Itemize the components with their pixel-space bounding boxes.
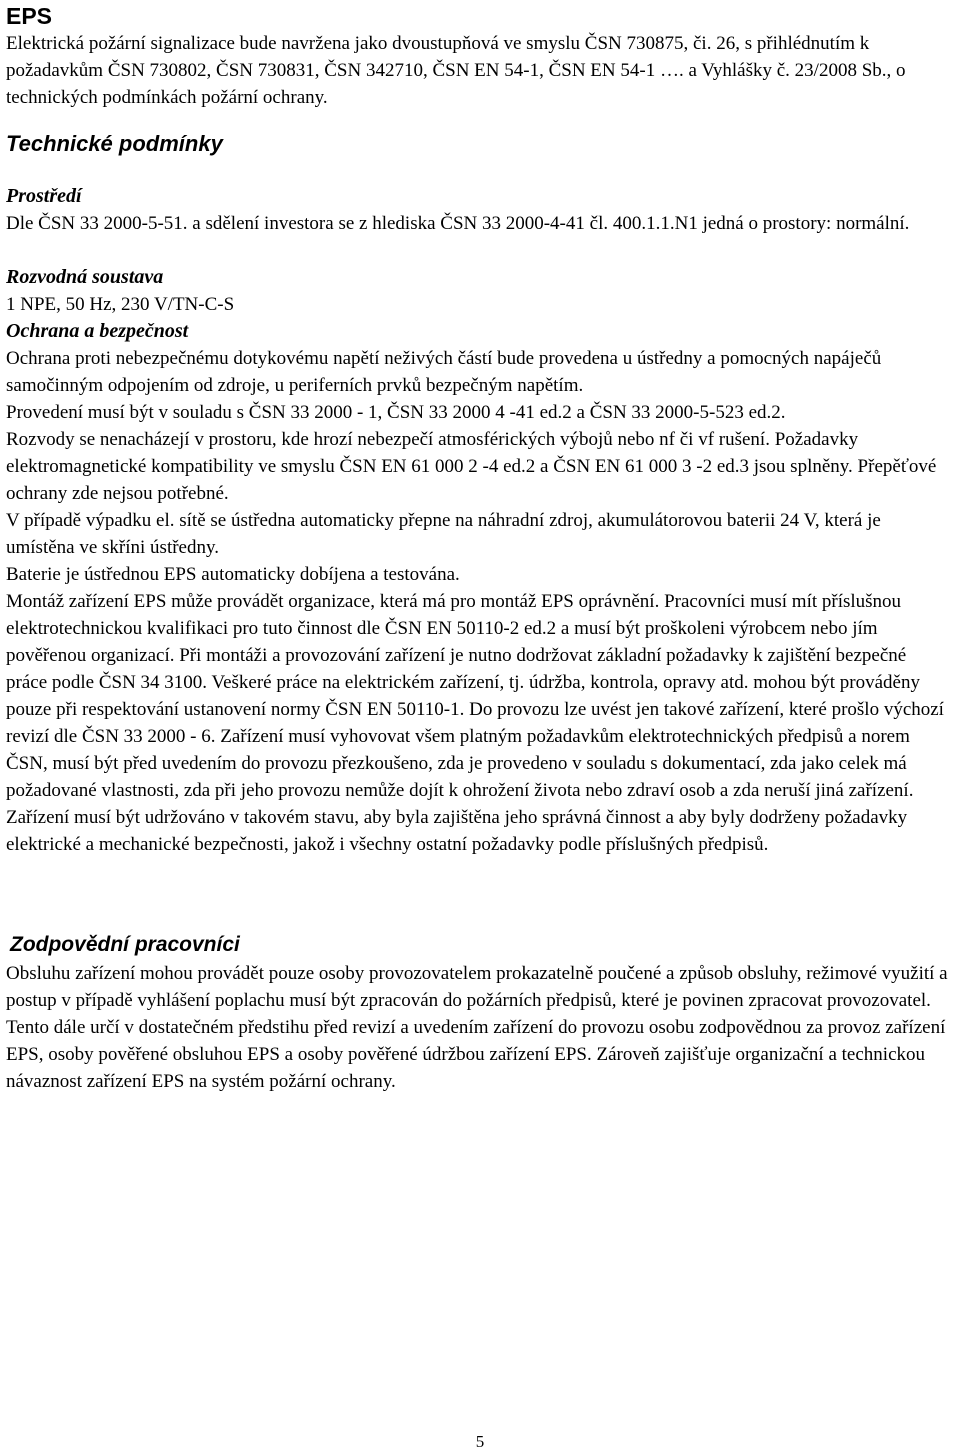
heading-prostredi: Prostředí — [6, 185, 82, 207]
intro-paragraph: Elektrická požární signalizace bude navržena jako dvoustupňová ve smyslu ČSN 730875, či. 26, s přihlédnutím k požadavkům ČSN 730802, ČSN 730831, ČSN 342710, ČSN EN 54-1, ČSN EN 54-1 …. a Vyhlášky č. 23/2008 Sb., o technických podmínkách požární ochrany. — [6, 33, 906, 108]
heading-ochrana-a-bezpecnost: Ochrana a bezpečnost — [6, 320, 189, 342]
ochrana-paragraph-2: Provedení musí být v souladu s ČSN 33 2000 - 1, ČSN 33 2000 4 -41 ed.2 a ČSN 33 2000-5-523 ed.2. — [6, 402, 786, 423]
page-number: 5 — [475, 1432, 485, 1451]
ochrana-paragraph-6: Montáž zařízení EPS může provádět organizace, která má pro montáž EPS oprávnění. Pracovníci musí mít příslušnou elektrotechnickou kvalifikaci pro tuto činnost dle ČSN EN 50110-2 ed.2 a musí být proškoleni výrobcem nebo jím pověřenou organizací. Při montáži a provozování zařízení je nutno dodržovat základní požadavky k zajištění bezpečné práce podle ČSN 34 3100. Veškeré práce na elektrickém zařízení, tj. údržba, kontrola, opravy atd. mohou být prováděny pouze při respektování ustanovení normy ČSN EN 50110-1. Do provozu lze uvést jen takové zařízení, které prošlo výchozí revizí dle ČSN 33 2000 - 6. Zařízení musí vyhovovat všem platným požadavkům elektrotechnických předpisů a norem ČSN, musí být před uvedením do provozu přezkoušeno, zda je provedeno v souladu s dokumentací, zda jako celek má požadované vlastnosti, zda při jeho provozu nemůže dojít k ohrožení života nebo zdraví osob a zda neruší jiná zařízení. — [6, 591, 944, 801]
ochrana-paragraph-4: V případě výpadku el. sítě se ústředna automaticky přepne na náhradní zdroj, akumulátorovou baterii 24 V, která je umístěna ve skříni ústředny. — [6, 510, 881, 558]
prostredi-paragraph: Dle ČSN 33 2000-5-51. a sdělení investora se z hlediska ČSN 33 2000-4-41 čl. 400.1.1.N1 jedná o prostory: normální. — [6, 213, 910, 234]
ochrana-paragraph-5: Baterie je ústřednou EPS automaticky dobíjena a testována. — [6, 564, 460, 585]
rozvodna-paragraph: 1 NPE, 50 Hz, 230 V/TN-C-S — [6, 294, 235, 315]
heading-rozvodna-soustava: Rozvodná soustava — [6, 266, 164, 288]
zodpovedni-paragraph-1: Obsluhu zařízení mohou provádět pouze osoby provozovatelem prokazatelně poučené a způsob obsluhy, režimové využití a postup v případě vyhlášení poplachu musí být zpracován do požárních předpisů, které je povinen zpracovat provozovatel. — [6, 963, 948, 1011]
document-page — [6, 0, 952, 1095]
ochrana-paragraph-1: Ochrana proti nebezpečnému dotykovému napětí neživých částí bude provedena u ústředny a pomocných napáječů samočinným odpojením od zdroje, u periferních prvků bezpečným napětím. — [6, 348, 882, 396]
document-title: EPS — [6, 3, 53, 29]
ochrana-paragraph-3: Rozvody se nenacházejí v prostoru, kde hrozí nebezpečí atmosférických výbojů nebo nf či vf rušení. Požadavky elektromagnetické kompatibility ve smyslu ČSN EN 61 000 2 -4 ed.2 a ČSN EN 61 000 3 -2 ed.3 jsou splněny. Přepěťové ochrany zde nejsou potřebné. — [6, 429, 937, 504]
heading-zodpovedni-pracovnici: Zodpovědní pracovníci — [10, 933, 240, 956]
ochrana-paragraph-7: Zařízení musí být udržováno v takovém stavu, aby byla zajištěna jeho správná činnost a aby byly dodrženy požadavky elektrické a mechanické bezpečnosti, jakož i všechny ostatní požadavky podle příslušných předpisů. — [6, 807, 908, 855]
zodpovedni-paragraph-2: Tento dále určí v dostatečném předstihu před revizí a uvedením zařízení do provozu osobu zodpovědnou za provoz zařízení EPS, osoby pověřené obsluhou EPS a osoby pověřené údržbou zařízení EPS. Zároveň zajišťuje organizační a technickou návaznost zařízení EPS na systém požární ochrany. — [6, 1017, 946, 1092]
section-heading-technicke-podminky: Technické podmínky — [6, 131, 223, 156]
